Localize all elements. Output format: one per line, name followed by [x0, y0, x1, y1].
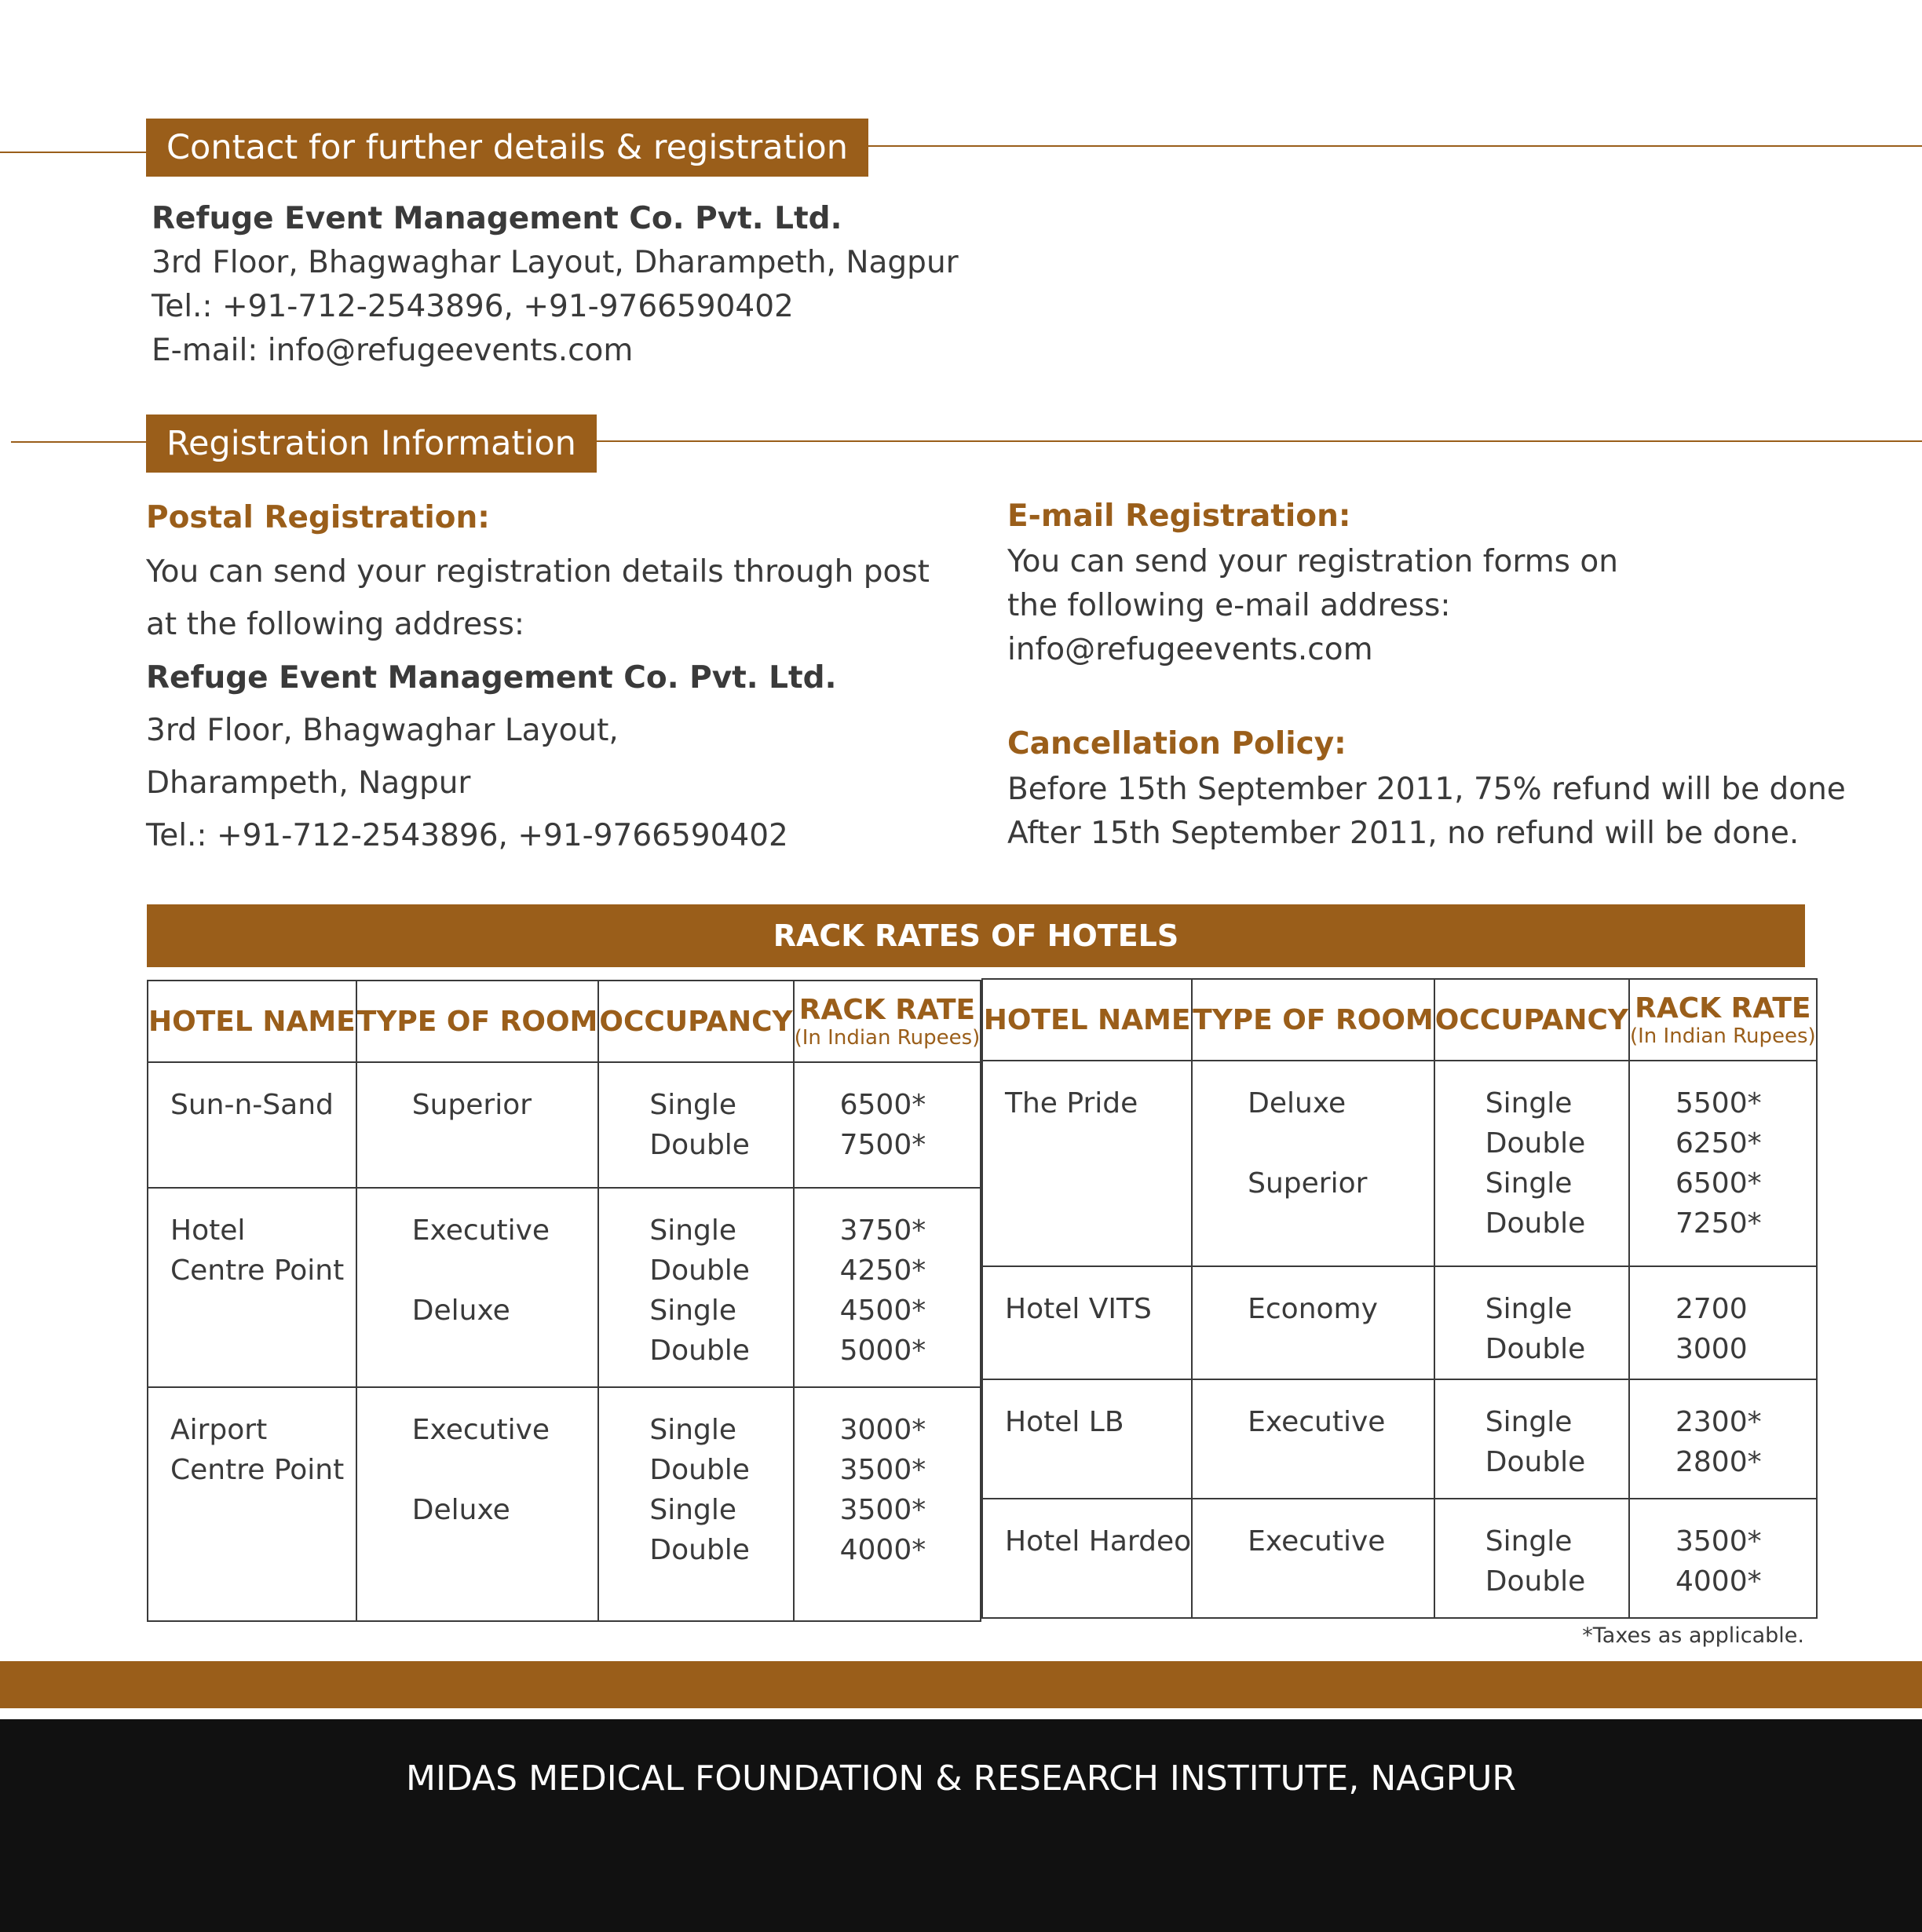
registration-heading: Registration Information: [146, 415, 597, 473]
cancellation-line-2: After 15th September 2011, no refund will be done.: [1007, 816, 1800, 851]
rack-rate-line: 3500*: [839, 1494, 926, 1526]
occupancy-line: Double: [649, 1335, 750, 1367]
occupancy-line: Single: [1485, 1525, 1573, 1558]
header-rack-rate-unit: (In Indian Rupees): [794, 1025, 981, 1050]
hotel-name-line: Hotel: [170, 1214, 246, 1247]
footer-title: MIDAS MEDICAL FOUNDATION & RESEARCH INSTITUTE, NAGPUR: [406, 1759, 1516, 1799]
room-type-line: [1248, 1123, 1434, 1163]
taxes-note: *Taxes as applicable.: [1582, 1623, 1804, 1648]
table-row: [148, 1188, 981, 1387]
occupancy-line: Double: [649, 1129, 750, 1161]
rack-rate-cell: [794, 1188, 981, 1387]
header-rack-rate-label: RACK RATE: [1635, 992, 1811, 1024]
postal-tel: Tel.: +91-712-2543896, +91-9766590402: [146, 818, 788, 853]
room-type-line: [412, 1530, 598, 1570]
room-type-line: Deluxe: [411, 1494, 510, 1526]
room-type-line: Superior: [1248, 1167, 1368, 1200]
room-type-cell: [356, 1387, 599, 1621]
occupancy-line: Double: [649, 1255, 750, 1287]
postal-company: Refuge Event Management Co. Pvt. Ltd.: [146, 660, 837, 696]
contact-rule-right: [823, 145, 1922, 147]
rack-rate-line: 4000*: [839, 1534, 926, 1566]
occupancy-line: Double: [649, 1454, 750, 1486]
occupancy-line: Double: [1485, 1565, 1586, 1598]
room-type-cell: [1192, 1379, 1434, 1499]
occupancy-line: Single: [649, 1295, 737, 1327]
hotel-name-cell: [982, 1379, 1192, 1499]
hotel-name-cell: [148, 1062, 356, 1188]
contact-tel: Tel.: +91-712-2543896, +91-9766590402: [152, 289, 794, 324]
contact-address: 3rd Floor, Bhagwaghar Layout, Dharampeth, Nagpur: [152, 245, 959, 280]
rack-rate-line: 6250*: [1675, 1127, 1762, 1160]
room-type-line: [412, 1450, 598, 1490]
email-line-2: the following e-mail address:: [1007, 588, 1451, 623]
footer: [0, 1719, 1922, 1932]
room-type-line: Superior: [411, 1089, 532, 1121]
header-rack-rate-unit: (In Indian Rupees): [1630, 1024, 1816, 1048]
email-registration-title: E-mail Registration:: [1007, 499, 1351, 534]
hotel-name-cell: [982, 1061, 1192, 1266]
cancellation-title: Cancellation Policy:: [1007, 726, 1346, 761]
rack-rates-table-right: [981, 978, 1818, 1619]
occupancy-cell: [1434, 1499, 1629, 1618]
table-row: [982, 1379, 1817, 1499]
header-occupancy: OCCUPANCY: [1434, 979, 1629, 1061]
table-row: [148, 1387, 981, 1621]
occupancy-line: Double: [1485, 1127, 1586, 1160]
room-type-line: [1248, 1442, 1434, 1482]
contact-heading: Contact for further details & registration: [146, 119, 868, 177]
room-type-line: [412, 1125, 598, 1165]
occupancy-cell: [1434, 1061, 1629, 1266]
occupancy-line: Single: [649, 1414, 737, 1446]
room-type-cell: [356, 1062, 599, 1188]
hotel-name-line: Centre Point: [170, 1255, 345, 1287]
cancellation-line-1: Before 15th September 2011, 75% refund will be done: [1007, 772, 1846, 807]
postal-address-2: Dharampeth, Nagpur: [146, 765, 471, 801]
table-row: [982, 1061, 1817, 1266]
header-rack-rate: [1629, 979, 1817, 1061]
hotel-name-line: Hotel VITS: [1005, 1293, 1152, 1325]
hotel-name-cell: [148, 1387, 356, 1621]
room-type-line: [1248, 1561, 1434, 1601]
table-row: [982, 1499, 1817, 1618]
registration-rule-left: [11, 441, 146, 443]
rack-rate-line: 3500*: [1675, 1525, 1762, 1558]
room-type-cell: [1192, 1061, 1434, 1266]
hotel-name-line: Centre Point: [170, 1454, 345, 1486]
occupancy-line: Double: [1485, 1446, 1586, 1478]
rack-rate-line: 3500*: [839, 1454, 926, 1486]
registration-rule-right: [567, 440, 1922, 442]
table-row: [148, 1062, 981, 1188]
rack-rate-cell: [1629, 1499, 1817, 1618]
postal-address-1: 3rd Floor, Bhagwaghar Layout,: [146, 713, 619, 748]
rack-rate-line: 5500*: [1675, 1087, 1762, 1119]
rack-rate-line: 3000*: [839, 1414, 926, 1446]
room-type-line: Economy: [1248, 1293, 1378, 1325]
rack-rate-line: 7250*: [1675, 1207, 1762, 1240]
postal-line-2: at the following address:: [146, 607, 525, 642]
header-occupancy: OCCUPANCY: [598, 981, 793, 1062]
room-type-line: Executive: [1248, 1406, 1386, 1438]
contact-email: E-mail: info@refugeevents.com: [152, 333, 634, 368]
rack-rate-cell: [794, 1062, 981, 1188]
rack-rate-cell: [794, 1387, 981, 1621]
rack-rate-cell: [1629, 1379, 1817, 1499]
occupancy-line: Single: [649, 1089, 737, 1121]
hotel-name-line: Sun-n-Sand: [170, 1089, 334, 1121]
rack-rate-line: 6500*: [1675, 1167, 1762, 1200]
occupancy-cell: [1434, 1266, 1629, 1379]
room-type-line: [1248, 1203, 1434, 1244]
occupancy-line: Double: [1485, 1333, 1586, 1365]
hotel-name-line: Hotel LB: [1005, 1406, 1124, 1438]
contact-company: Refuge Event Management Co. Pvt. Ltd.: [152, 201, 842, 236]
table-row: [982, 1266, 1817, 1379]
header-rack-rate-label: RACK RATE: [798, 993, 976, 1026]
header-hotel-name: HOTEL NAME: [982, 979, 1192, 1061]
occupancy-cell: [1434, 1379, 1629, 1499]
header-room-type: TYPE OF ROOM: [1192, 979, 1434, 1061]
postal-registration-title: Postal Registration:: [146, 500, 490, 535]
room-type-cell: [356, 1188, 599, 1387]
email-line-1: You can send your registration forms on: [1007, 544, 1618, 579]
rack-rate-line: 4000*: [1675, 1565, 1762, 1598]
contact-rule-left: [0, 152, 146, 153]
hotel-name-line: Hotel Hardeo: [1005, 1525, 1192, 1558]
occupancy-line: Single: [1485, 1406, 1573, 1438]
postal-line-1: You can send your registration details through post: [146, 554, 930, 590]
occupancy-cell: [598, 1062, 793, 1188]
footer-accent-bar: [0, 1661, 1922, 1708]
hotel-name-line: The Pride: [1005, 1087, 1138, 1119]
room-type-line: Executive: [411, 1214, 550, 1247]
header-rack-rate: [794, 981, 981, 1062]
header-hotel-name: HOTEL NAME: [148, 981, 356, 1062]
occupancy-line: Single: [1485, 1293, 1573, 1325]
rack-rate-line: 4250*: [839, 1255, 926, 1287]
rack-rate-line: 3000: [1675, 1333, 1748, 1365]
room-type-line: [412, 1251, 598, 1291]
occupancy-cell: [598, 1188, 793, 1387]
room-type-line: [1248, 1329, 1434, 1369]
room-type-line: Executive: [411, 1414, 550, 1446]
rack-rates-table-left: [147, 980, 981, 1622]
occupancy-line: Single: [1485, 1087, 1573, 1119]
room-type-line: Deluxe: [1248, 1087, 1346, 1119]
rack-rates-title: RACK RATES OF HOTELS: [147, 904, 1805, 967]
rack-rate-line: 6500*: [839, 1089, 926, 1121]
rack-rate-cell: [1629, 1061, 1817, 1266]
occupancy-line: Double: [1485, 1207, 1586, 1240]
rack-rate-line: 2800*: [1675, 1446, 1762, 1478]
email-address: info@refugeevents.com: [1007, 632, 1373, 667]
room-type-line: Executive: [1248, 1525, 1386, 1558]
rack-rate-line: 7500*: [839, 1129, 926, 1161]
rack-rate-line: 2700: [1675, 1293, 1748, 1325]
hotel-name-cell: [982, 1499, 1192, 1618]
rack-rate-line: 5000*: [839, 1335, 926, 1367]
hotel-name-line: Airport: [170, 1414, 268, 1446]
rack-rate-line: 2300*: [1675, 1406, 1762, 1438]
room-type-cell: [1192, 1499, 1434, 1618]
room-type-line: [412, 1331, 598, 1371]
occupancy-line: Single: [649, 1214, 737, 1247]
rack-rate-cell: [1629, 1266, 1817, 1379]
room-type-cell: [1192, 1266, 1434, 1379]
occupancy-line: Single: [649, 1494, 737, 1526]
header-room-type: TYPE OF ROOM: [356, 981, 599, 1062]
hotel-name-cell: [982, 1266, 1192, 1379]
rack-rate-line: 4500*: [839, 1295, 926, 1327]
rack-rate-line: 3750*: [839, 1214, 926, 1247]
hotel-name-cell: [148, 1188, 356, 1387]
occupancy-line: Double: [649, 1534, 750, 1566]
occupancy-line: Single: [1485, 1167, 1573, 1200]
occupancy-cell: [598, 1387, 793, 1621]
room-type-line: Deluxe: [411, 1295, 510, 1327]
